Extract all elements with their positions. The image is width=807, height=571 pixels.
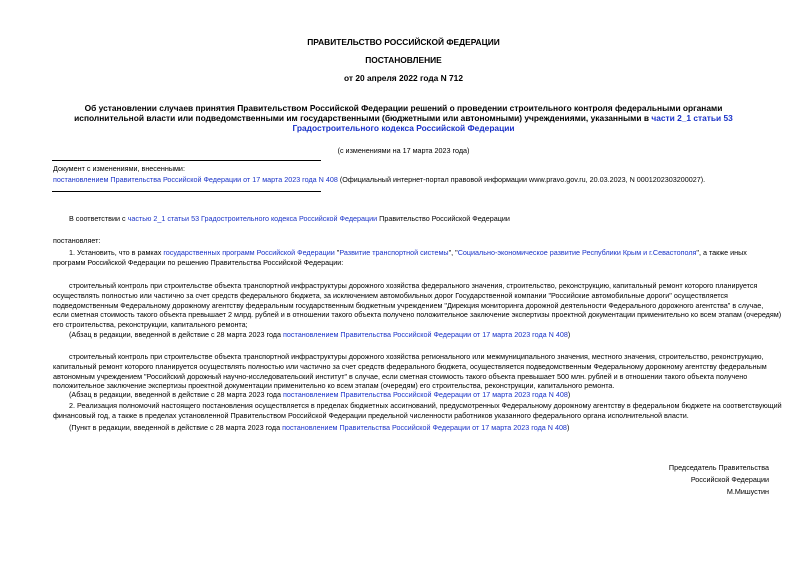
link-transport-program[interactable]: Развитие транспортной системы <box>339 248 449 257</box>
item-1-text: 1. Установить, что в рамках <box>69 248 164 257</box>
note-a <box>69 330 570 340</box>
preamble-before: В соответствии с <box>69 214 128 223</box>
para-a-line: строительный контроль при строительстве объекта транспортной инфраструктуры дорожного хозяйства федерального значения, строительство, реконструкцию, капитальный ремонт которого планируется <box>69 281 758 290</box>
item-1 <box>53 248 769 268</box>
bottom-divider <box>52 191 321 192</box>
title-line-1: Об установлении случаев принятия Правительством Российской Федерации решений о проведении строительного контроля федеральными органами <box>84 103 723 113</box>
changes-entry <box>53 175 705 185</box>
para-a-line: его строительства, реконструкции, капитального ремонта; <box>53 320 248 330</box>
link-preamble-article[interactable]: частью 2_1 статьи 53 Градостроительного кодекса Российской Федерации <box>127 214 378 223</box>
title-text: исполнительной власти или подведомственными им государственными (бюджетными или автономными) учреждениями, указанными в <box>74 112 652 123</box>
preamble <box>69 214 510 224</box>
link-decree-408-note-c[interactable]: постановлением Правительства Российской Федерации от 17 марта 2023 года N 408 <box>282 423 567 432</box>
item-2-line: 2. Реализация полномочий настоящего постановления осуществляется в пределах бюджетных ассигнований, предусмотренных Федеральному дорожному агентству в федеральном бюджете на соответствующий <box>69 401 782 410</box>
link-state-programs[interactable]: государственных программ Российской Федерации <box>163 248 335 257</box>
note-c <box>69 423 569 433</box>
note-text: (Пункт в редакции, введенной в действие с 28 марта 2023 года <box>69 423 283 432</box>
note-text: ) <box>566 423 570 432</box>
signature-org: Российской Федерации <box>690 474 769 484</box>
para-a-line: подведомственным Федеральному дорожному агентству федеральным государственным бюджетным учреждением "Дирекция мониторинга дорожной деятельности Федерального дорожного агентства" в случае, <box>53 300 764 310</box>
document-type: ПОСТАНОВЛЕНИЕ <box>365 55 442 65</box>
decree-word: постановляет: <box>53 236 101 245</box>
revision-note: (с изменениями на 17 марта 2023 года) <box>337 146 470 155</box>
para-b-line: капитальный ремонт которого планируется осуществлять полностью или частично за счет средств федерального бюджета, осуществляется подведомственным Федеральному дорожному агентству федеральным <box>53 361 767 371</box>
note-text: (Абзац в редакции, введенной в действие с 28 марта 2023 года <box>69 330 283 339</box>
item-2-line: финансовый год, а также в пределах установленной Правительством Российской Федерации предельной численности работников указанного федерального органа исполнительной власти. <box>53 410 689 420</box>
quote: ", " <box>448 248 458 257</box>
note-b <box>69 390 570 400</box>
para-b-line: строительный контроль при строительстве объекта транспортной инфраструктуры дорожного хозяйства регионального или межмуниципального значения, местного значения, строительство, реконструкцию, <box>69 352 764 361</box>
link-decree-408-note-a[interactable]: постановлением Правительства Российской Федерации от 17 марта 2023 года N 408 <box>283 330 568 339</box>
top-divider <box>52 160 321 161</box>
quote: " <box>334 248 340 257</box>
item-2 <box>53 401 782 421</box>
signature-name: М.Мишустин <box>726 486 769 496</box>
note-text: ) <box>567 390 571 399</box>
para-b-line: автономным учреждением "Российский дорожный научно-исследовательский институт" в случае, если сметная стоимость такого объекта превышает 500 млн. рублей и в отношении такого объекта получено <box>53 371 748 381</box>
item-1-tail: ", а также иных <box>696 248 747 257</box>
link-crimea-program[interactable]: Социально-экономическое развитие Республики Крым и г.Севастополя <box>457 248 697 257</box>
link-decree-408-note-b[interactable]: постановлением Правительства Российской Федерации от 17 марта 2023 года N 408 <box>283 390 568 399</box>
item-1-line-2: программ Российской Федерации по решению Правительства Российской Федерации: <box>53 257 344 267</box>
paragraph-federal <box>53 281 782 330</box>
document-title <box>0 104 807 133</box>
changes-label: Документ с изменениями, внесенными: <box>53 164 185 173</box>
signature-block <box>669 463 769 496</box>
government-heading: ПРАВИТЕЛЬСТВО РОССИЙСКОЙ ФЕДЕРАЦИИ <box>307 37 500 47</box>
paragraph-regional <box>53 352 769 391</box>
note-text: (Абзац в редакции, введенной в действие с 28 марта 2023 года <box>69 390 283 399</box>
para-a-line: осуществлять полностью или частично за счет средств федерального бюджета, за исключением автомобильных дорог Государственной компании "Российские автомобильные дороги" осуществляется <box>53 290 728 300</box>
link-decree-408[interactable]: постановлением Правительства Российской Федерации от 17 марта 2023 года N 408 <box>53 175 338 184</box>
para-b-line: положительное заключение экспертизы проектной документации применительно ко всем этапам (очередям) его строительства, реконструкции, капитального ремонта. <box>53 381 615 391</box>
item-1-line-1 <box>53 248 769 258</box>
para-a-line: если сметная стоимость такого объекта превышает 2 млрд. рублей и в отношении такого объекта получено положительное заключение экспертизы проектной документации применительно ко всем этапам (очередям) <box>53 310 782 320</box>
link-urban-code[interactable]: Градостроительного кодекса Российской Федерации <box>292 122 515 133</box>
preamble-after: Правительство Российской Федерации <box>377 214 510 223</box>
note-text: ) <box>567 330 571 339</box>
signature-title: Председатель Правительства <box>668 463 769 472</box>
changes-source: (Официальный интернет-портал правовой информации www.pravo.gov.ru, 20.03.2023, N 0001202303200027). <box>337 175 706 184</box>
link-article-53-part[interactable]: части 2_1 статьи 53 <box>651 112 733 123</box>
date-number: от 20 апреля 2022 года N 712 <box>344 73 463 83</box>
